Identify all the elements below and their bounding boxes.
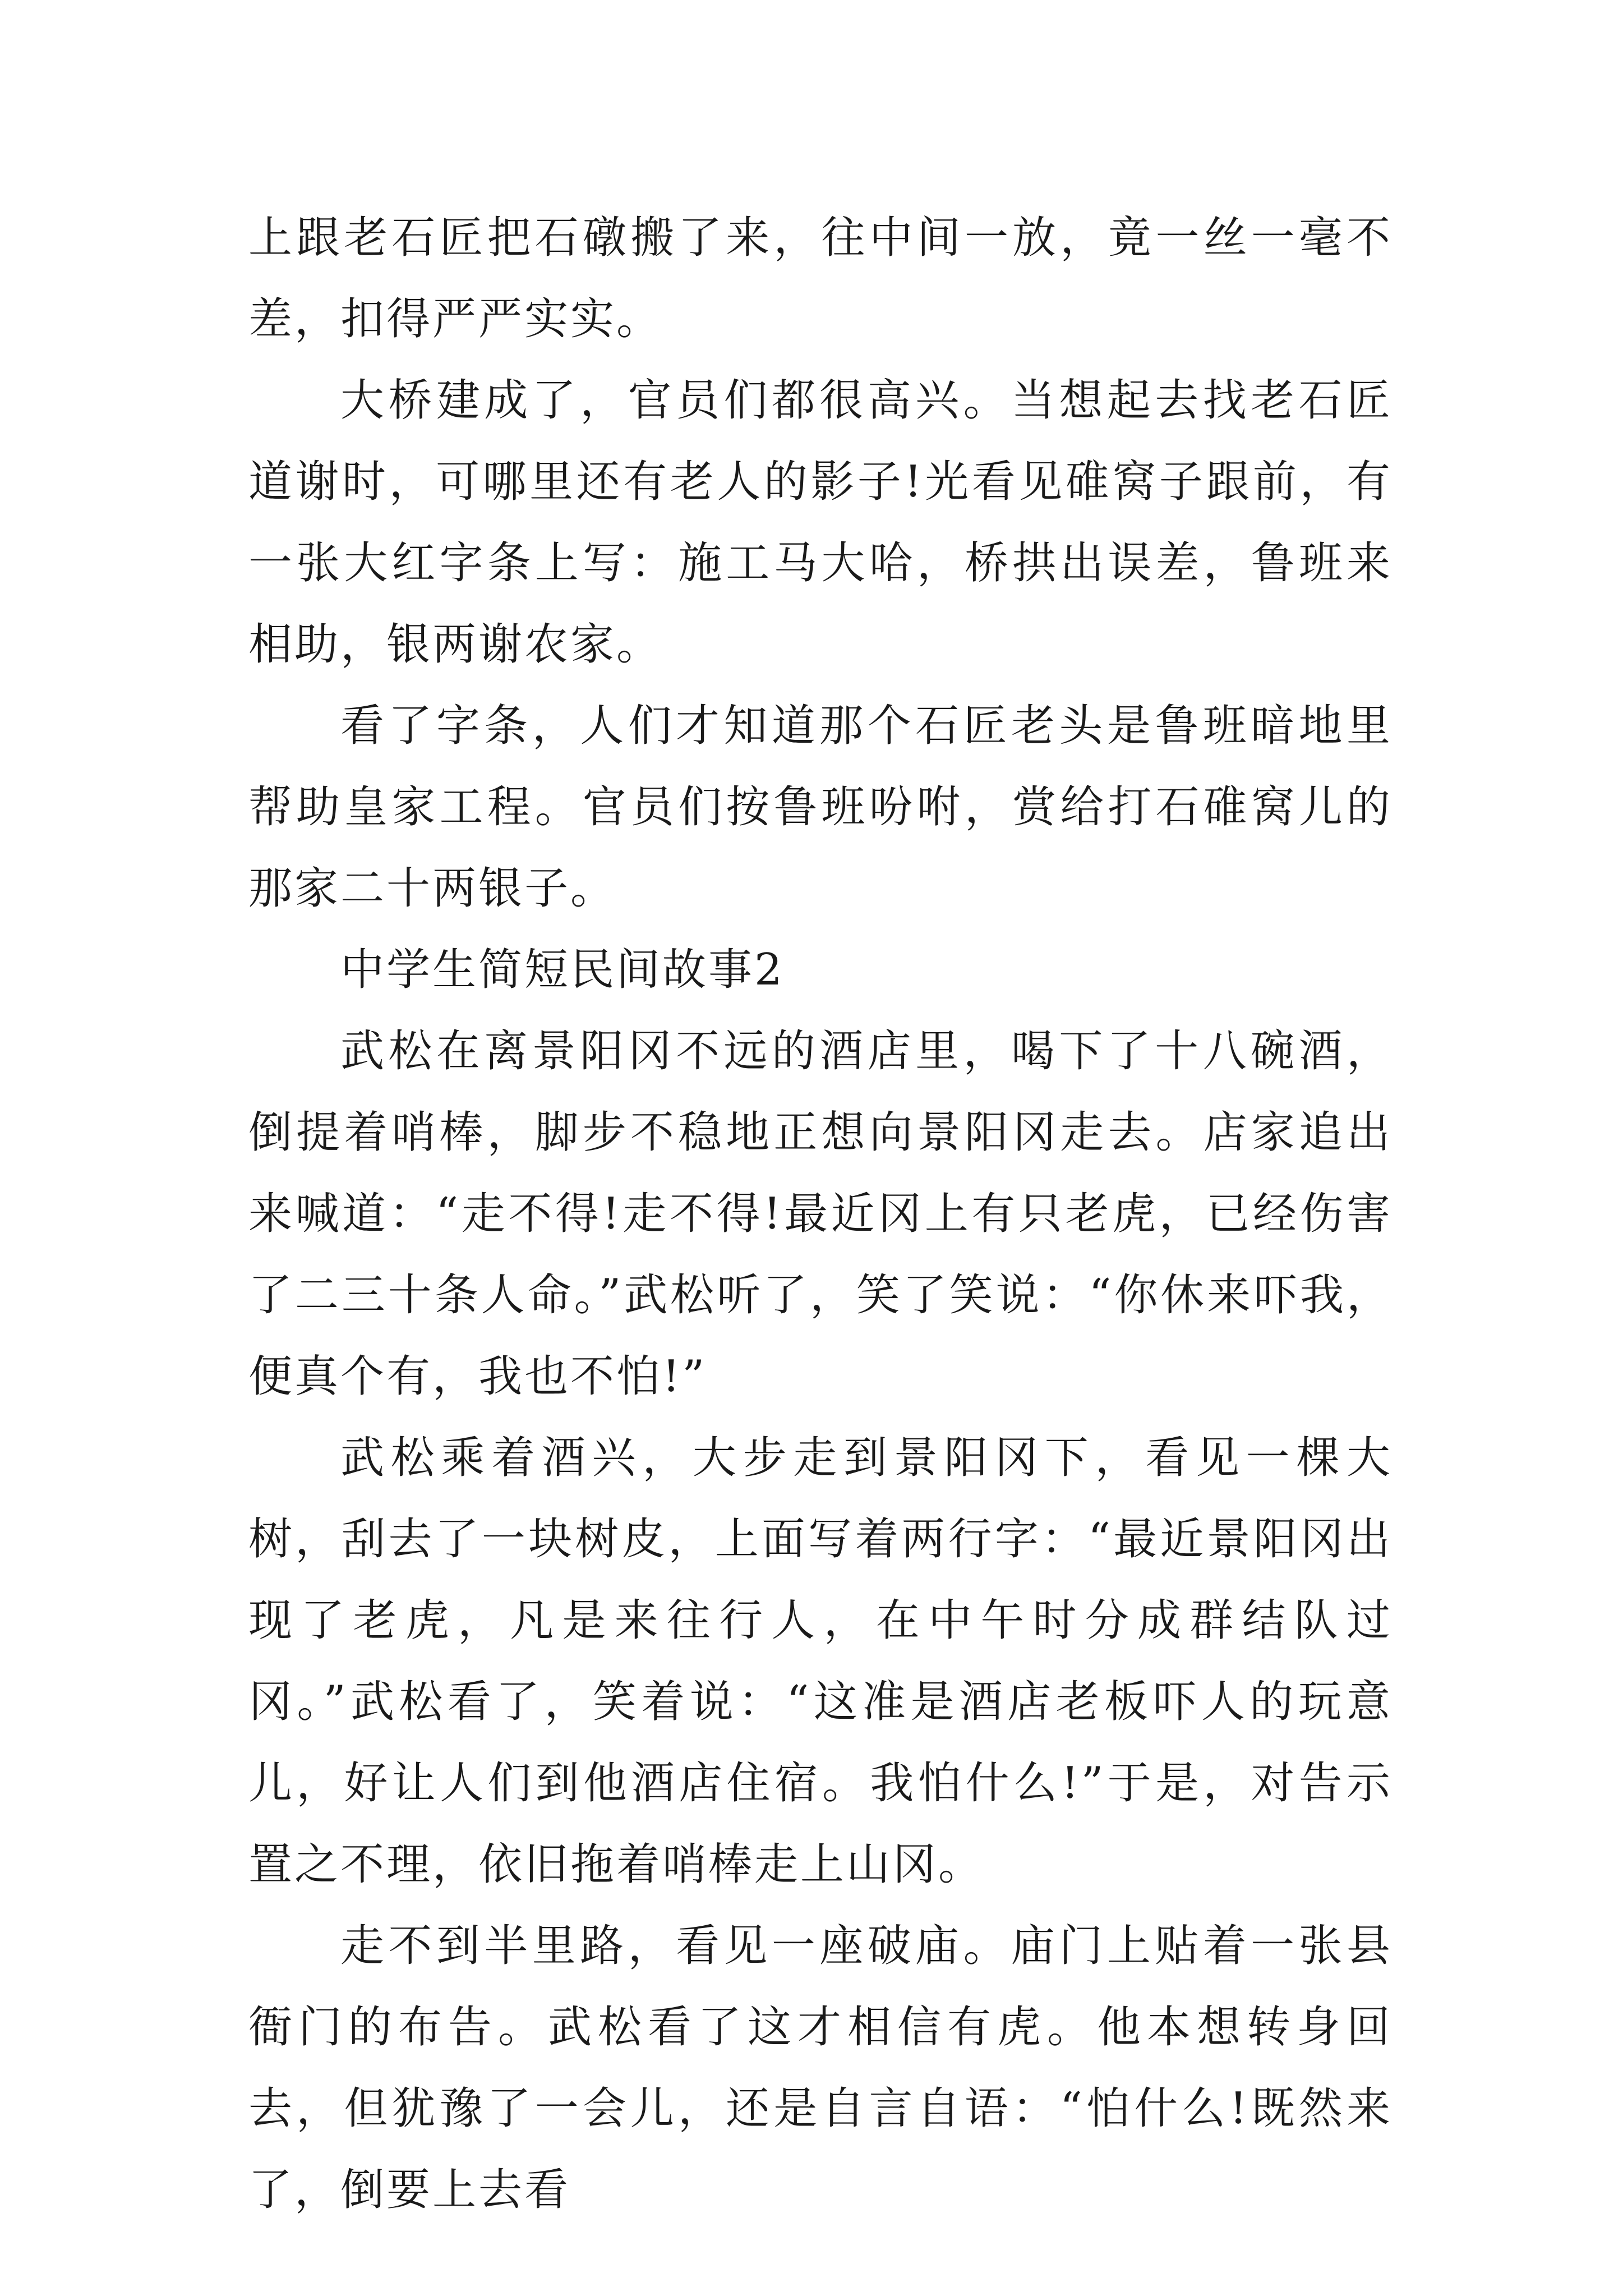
paragraph-1: 上跟老石匠把石礅搬了来，往中间一放，竟一丝一毫不差，扣得严严实实。 [248, 213, 1393, 344]
paragraph-2: 大桥建成了，官员们都很高兴。当想起去找老石匠道谢时，可哪里还有老人的影子!光看见碓窝子跟前，有一张大红字条上写：施工马大哈，桥拱出误差，鲁班来相助，银两谢农家。 [248, 375, 1393, 670]
paragraph-5: 武松乘着酒兴，大步走到景阳冈下，看见一棵大树，刮去了一块树皮，上面写着两行字：“最近景阳冈出现了老虎，凡是来往行人，在中午时分成群结队过冈。”武松看了，笑着说：“这准是酒店老板吓人的玩意儿，好让人们到他酒店住宿。我怕什么!”于是，对告示置之不理，依旧拖着哨棒走上山冈。 [248, 1433, 1393, 1890]
paragraph-3: 看了字条，人们才知道那个石匠老头是鲁班暗地里帮助皇家工程。官员们按鲁班吩咐，赏给打石碓窝儿的那家二十两银子。 [248, 701, 1393, 914]
document-body [248, 197, 1393, 2231]
section-heading: 中学生简短民间故事2 [340, 945, 785, 995]
paragraph-4: 武松在离景阳冈不远的酒店里，喝下了十八碗酒，倒提着哨棒，脚步不稳地正想向景阳冈走去。店家追出来喊道：“走不得!走不得!最近冈上有只老虎，已经伤害了二三十条人命。”武松听了，笑了笑说：“你休来吓我，便真个有，我也不怕!” [248, 1026, 1393, 1402]
paragraph-6: 走不到半里路，看见一座破庙。庙门上贴着一张县衙门的布告。武松看了这才相信有虎。他本想转身回去，但犹豫了一会儿，还是自言自语：“怕什么!既然来了，倒要上去看 [248, 1921, 1393, 2215]
